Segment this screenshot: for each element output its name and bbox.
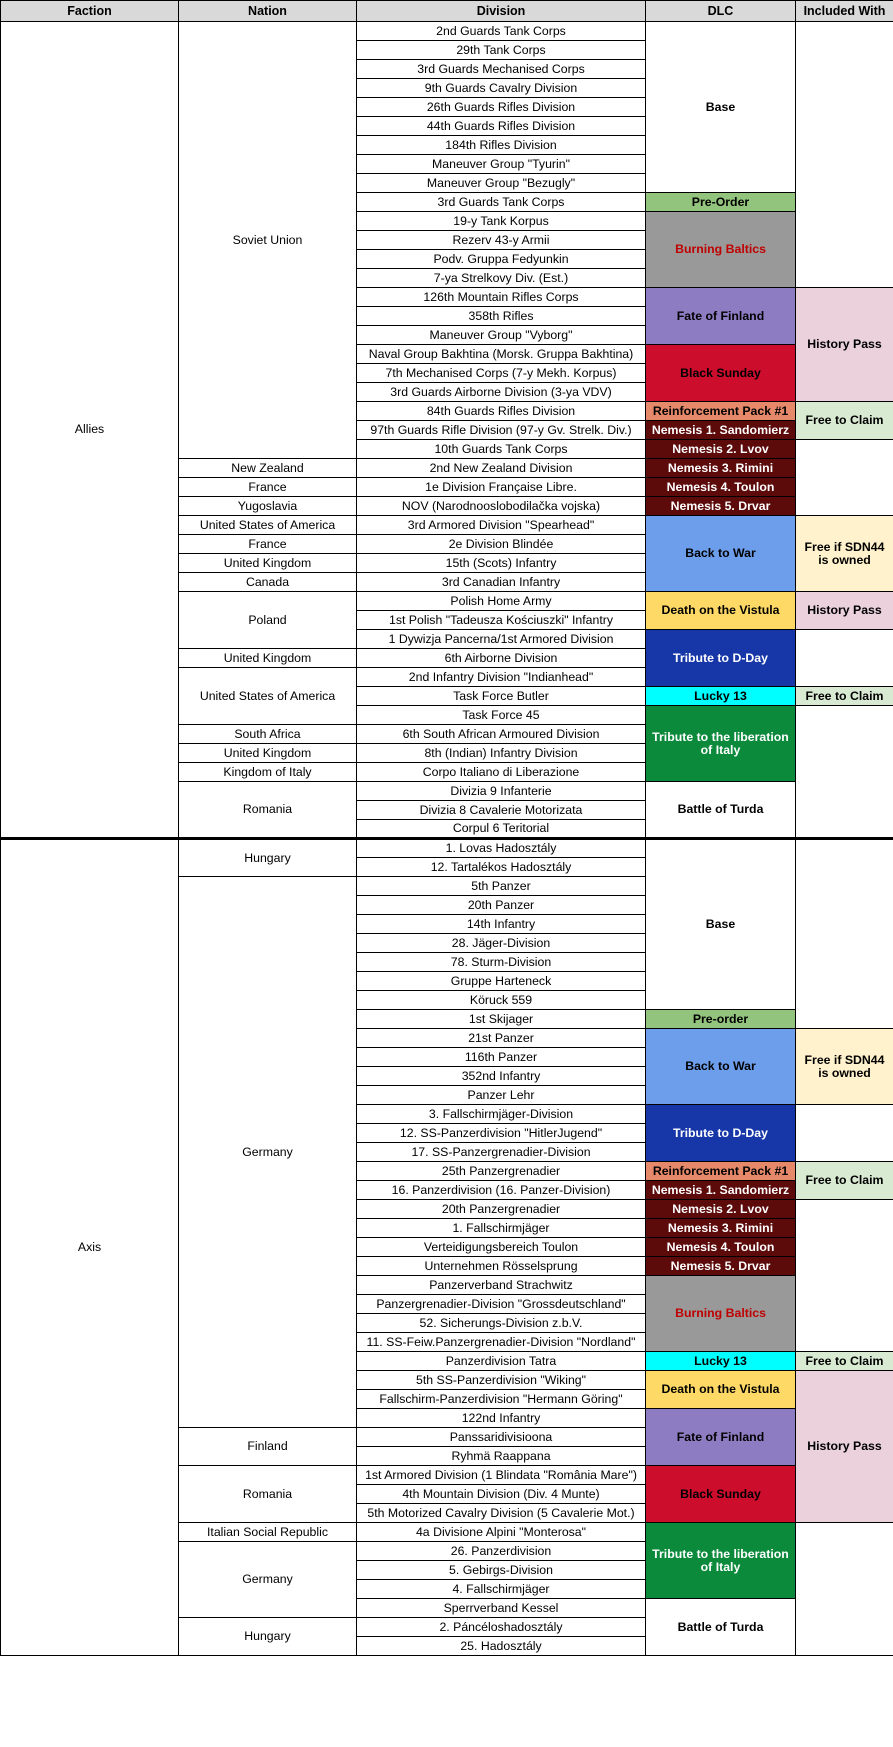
division-cell: Corpo Italiano di Liberazione (357, 763, 646, 782)
nation-cell: Hungary (179, 839, 357, 877)
dlc-cell: Lucky 13 (646, 1352, 796, 1371)
division-cell: Divizia 8 Cavalerie Motorizata (357, 801, 646, 820)
division-cell: Maneuver Group "Vyborg" (357, 326, 646, 345)
included-with-cell: Free to Claim (796, 402, 893, 440)
division-cell: 1e Division Française Libre. (357, 478, 646, 497)
division-cell: 6th South African Armoured Division (357, 725, 646, 744)
division-cell: 25th Panzergrenadier (357, 1162, 646, 1181)
division-cell: Ryhmä Raappana (357, 1447, 646, 1466)
dlc-cell: Nemesis 2. Lvov (646, 440, 796, 459)
division-cell: 26. Panzerdivision (357, 1542, 646, 1561)
dlc-cell: Nemesis 2. Lvov (646, 1200, 796, 1219)
dlc-cell: Nemesis 3. Rimini (646, 459, 796, 478)
division-cell: 1. Lovas Hadosztály (357, 839, 646, 858)
division-cell: 1 Dywizja Pancerna/1st Armored Division (357, 630, 646, 649)
dlc-cell: Black Sunday (646, 345, 796, 402)
dlc-cell: Nemesis 1. Sandomierz (646, 421, 796, 440)
included-with-cell (796, 1200, 893, 1352)
dlc-cell: Tribute to D-Day (646, 1105, 796, 1162)
division-cell: 5th SS-Panzerdivision "Wiking" (357, 1371, 646, 1390)
nation-cell: Germany (179, 877, 357, 1428)
division-cell: 1st Armored Division (1 Blindata "România Mare") (357, 1466, 646, 1485)
dlc-cell: Battle of Turda (646, 1599, 796, 1656)
included-with-cell (796, 839, 893, 1029)
division-cell: 20th Panzer (357, 896, 646, 915)
division-cell: 16. Panzerdivision (16. Panzer-Division) (357, 1181, 646, 1200)
division-cell: 5th Motorized Cavalry Division (5 Cavalerie Mot.) (357, 1504, 646, 1523)
dlc-cell: Base (646, 839, 796, 1010)
dlc-cell: Black Sunday (646, 1466, 796, 1523)
dlc-cell: Base (646, 22, 796, 193)
division-cell: Panzer Lehr (357, 1086, 646, 1105)
division-cell: 1st Polish "Tadeusza Kościuszki" Infantry (357, 611, 646, 630)
division-cell: Panzergrenadier-Division "Grossdeutschland" (357, 1295, 646, 1314)
table-row (1, 839, 893, 858)
dlc-cell: Nemesis 4. Toulon (646, 1238, 796, 1257)
division-cell: 3rd Guards Tank Corps (357, 193, 646, 212)
header-division: Division (357, 1, 646, 22)
division-cell: 3rd Canadian Infantry (357, 573, 646, 592)
division-cell: Sperrverband Kessel (357, 1599, 646, 1618)
dlc-cell: Death on the Vistula (646, 1371, 796, 1409)
division-cell: Panssaridivisioona (357, 1428, 646, 1447)
division-cell: 9th Guards Cavalry Division (357, 79, 646, 98)
division-cell: Polish Home Army (357, 592, 646, 611)
header-nation: Nation (179, 1, 357, 22)
division-cell: 14th Infantry (357, 915, 646, 934)
included-with-cell (796, 630, 893, 687)
division-cell: 3. Fallschirmjäger-Division (357, 1105, 646, 1124)
division-cell: 126th Mountain Rifles Corps (357, 288, 646, 307)
division-cell: Corpul 6 Teritorial (357, 820, 646, 839)
dlc-cell: Fate of Finland (646, 1409, 796, 1466)
included-with-cell (796, 706, 893, 839)
included-with-cell: History Pass (796, 1371, 893, 1523)
division-cell: 29th Tank Corps (357, 41, 646, 60)
division-cell: Maneuver Group "Bezugly" (357, 174, 646, 193)
division-cell: 10th Guards Tank Corps (357, 440, 646, 459)
division-cell: 122nd Infantry (357, 1409, 646, 1428)
dlc-cell: Fate of Finland (646, 288, 796, 345)
division-cell: 2e Division Blindée (357, 535, 646, 554)
division-cell: 17. SS-Panzergrenadier-Division (357, 1143, 646, 1162)
division-cell: 116th Panzer (357, 1048, 646, 1067)
dlc-cell: Nemesis 5. Drvar (646, 1257, 796, 1276)
nation-cell: France (179, 478, 357, 497)
nation-cell: Germany (179, 1542, 357, 1618)
division-cell: 4th Mountain Division (Div. 4 Munte) (357, 1485, 646, 1504)
nation-cell: Finland (179, 1428, 357, 1466)
dlc-cell: Nemesis 1. Sandomierz (646, 1181, 796, 1200)
division-cell: Unternehmen Rösselsprung (357, 1257, 646, 1276)
nation-cell: Yugoslavia (179, 497, 357, 516)
division-cell: 28. Jäger-Division (357, 934, 646, 953)
division-cell: 52. Sicherungs-Division z.b.V. (357, 1314, 646, 1333)
division-cell: 3rd Guards Airborne Division (3-ya VDV) (357, 383, 646, 402)
division-cell: 1st Skijager (357, 1010, 646, 1029)
division-cell: Fallschirm-Panzerdivision "Hermann Göring" (357, 1390, 646, 1409)
division-cell: Divizia 9 Infanterie (357, 782, 646, 801)
included-with-cell (796, 440, 893, 516)
included-with-cell: Free to Claim (796, 1162, 893, 1200)
nation-cell: Hungary (179, 1618, 357, 1656)
division-cell: 2nd New Zealand Division (357, 459, 646, 478)
division-cell: 4a Divisione Alpini "Monterosa" (357, 1523, 646, 1542)
dlc-cell: Lucky 13 (646, 687, 796, 706)
division-cell: 2nd Guards Tank Corps (357, 22, 646, 41)
dlc-cell: Pre-Order (646, 193, 796, 212)
included-with-cell (796, 1105, 893, 1162)
nation-cell: Soviet Union (179, 22, 357, 459)
nation-cell: South Africa (179, 725, 357, 744)
division-cell: 11. SS-Feiw.Panzergrenadier-Division "Nordland" (357, 1333, 646, 1352)
nation-cell: United Kingdom (179, 744, 357, 763)
division-cell: Maneuver Group "Tyurin" (357, 155, 646, 174)
division-cell: Podv. Gruppa Fedyunkin (357, 250, 646, 269)
header-faction: Faction (1, 1, 179, 22)
division-cell: 352nd Infantry (357, 1067, 646, 1086)
header-dlc: DLC (646, 1, 796, 22)
division-cell: 8th (Indian) Infantry Division (357, 744, 646, 763)
division-cell: 358th Rifles (357, 307, 646, 326)
dlc-cell: Tribute to D-Day (646, 630, 796, 687)
dlc-cell: Battle of Turda (646, 782, 796, 839)
faction-cell: Axis (1, 839, 179, 1656)
nation-cell: Kingdom of Italy (179, 763, 357, 782)
header-included-with: Included With (796, 1, 893, 22)
division-cell: 25. Hadosztály (357, 1637, 646, 1656)
included-with-cell (796, 1523, 893, 1656)
nation-cell: United States of America (179, 668, 357, 725)
division-cell: 84th Guards Rifles Division (357, 402, 646, 421)
division-cell: 2. Páncéloshadosztály (357, 1618, 646, 1637)
nation-cell: New Zealand (179, 459, 357, 478)
division-cell: Panzerverband Strachwitz (357, 1276, 646, 1295)
division-cell: 97th Guards Rifle Division (97-y Gv. Strelk. Div.) (357, 421, 646, 440)
division-cell: 15th (Scots) Infantry (357, 554, 646, 573)
nation-cell: Italian Social Republic (179, 1523, 357, 1542)
division-cell: 7-ya Strelkovy Div. (Est.) (357, 269, 646, 288)
included-with-cell (796, 22, 893, 288)
dlc-cell: Nemesis 3. Rimini (646, 1219, 796, 1238)
dlc-cell: Nemesis 5. Drvar (646, 497, 796, 516)
division-cell: 44th Guards Rifles Division (357, 117, 646, 136)
division-cell: 6th Airborne Division (357, 649, 646, 668)
division-cell: 1. Fallschirmjäger (357, 1219, 646, 1238)
division-cell: Task Force 45 (357, 706, 646, 725)
division-cell: Gruppe Harteneck (357, 972, 646, 991)
nation-cell: Romania (179, 1466, 357, 1523)
division-cell: 78. Sturm-Division (357, 953, 646, 972)
division-cell: 20th Panzergrenadier (357, 1200, 646, 1219)
division-cell: 5th Panzer (357, 877, 646, 896)
dlc-cell: Nemesis 4. Toulon (646, 478, 796, 497)
dlc-cell: Back to War (646, 516, 796, 592)
division-cell: 3rd Armored Division "Spearhead" (357, 516, 646, 535)
dlc-cell: Pre-order (646, 1010, 796, 1029)
division-cell: Naval Group Bakhtina (Morsk. Gruppa Bakhtina) (357, 345, 646, 364)
nation-cell: United Kingdom (179, 554, 357, 573)
faction-cell: Allies (1, 22, 179, 839)
dlc-cell: Reinforcement Pack #1 (646, 402, 796, 421)
included-with-cell: History Pass (796, 288, 893, 402)
division-cell: NOV (Narodnooslobodilačka vojska) (357, 497, 646, 516)
included-with-cell: Free if SDN44 is owned (796, 516, 893, 592)
included-with-cell: Free to Claim (796, 687, 893, 706)
nation-cell: United States of America (179, 516, 357, 535)
division-cell: 12. SS-Panzerdivision "HitlerJugend" (357, 1124, 646, 1143)
division-cell: Köruck 559 (357, 991, 646, 1010)
division-cell: Rezerv 43-y Armii (357, 231, 646, 250)
division-cell: 3rd Guards Mechanised Corps (357, 60, 646, 79)
division-cell: 2nd Infantry Division "Indianhead" (357, 668, 646, 687)
division-cell: 4. Fallschirmjäger (357, 1580, 646, 1599)
nation-cell: Romania (179, 782, 357, 839)
dlc-cell: Tribute to the liberation of Italy (646, 1523, 796, 1599)
included-with-cell: Free to Claim (796, 1352, 893, 1371)
division-cell: Verteidigungsbereich Toulon (357, 1238, 646, 1257)
dlc-cell: Tribute to the liberation of Italy (646, 706, 796, 782)
division-cell: Task Force Butler (357, 687, 646, 706)
nation-cell: France (179, 535, 357, 554)
division-cell: 184th Rifles Division (357, 136, 646, 155)
header-row (1, 1, 893, 22)
division-cell: Panzerdivision Tatra (357, 1352, 646, 1371)
dlc-cell: Reinforcement Pack #1 (646, 1162, 796, 1181)
division-cell: 26th Guards Rifles Division (357, 98, 646, 117)
division-cell: 12. Tartalékos Hadosztály (357, 858, 646, 877)
dlc-cell: Burning Baltics (646, 212, 796, 288)
division-cell: 7th Mechanised Corps (7-y Mekh. Korpus) (357, 364, 646, 383)
dlc-cell: Burning Baltics (646, 1276, 796, 1352)
nation-cell: Canada (179, 573, 357, 592)
division-cell: 21st Panzer (357, 1029, 646, 1048)
table-row (1, 22, 893, 41)
included-with-cell: History Pass (796, 592, 893, 630)
division-cell: 5. Gebirgs-Division (357, 1561, 646, 1580)
dlc-cell: Back to War (646, 1029, 796, 1105)
nation-cell: United Kingdom (179, 649, 357, 668)
table-body (1, 22, 893, 1656)
division-cell: 19-y Tank Korpus (357, 212, 646, 231)
nation-cell: Poland (179, 592, 357, 649)
included-with-cell: Free if SDN44 is owned (796, 1029, 893, 1105)
dlc-cell: Death on the Vistula (646, 592, 796, 630)
